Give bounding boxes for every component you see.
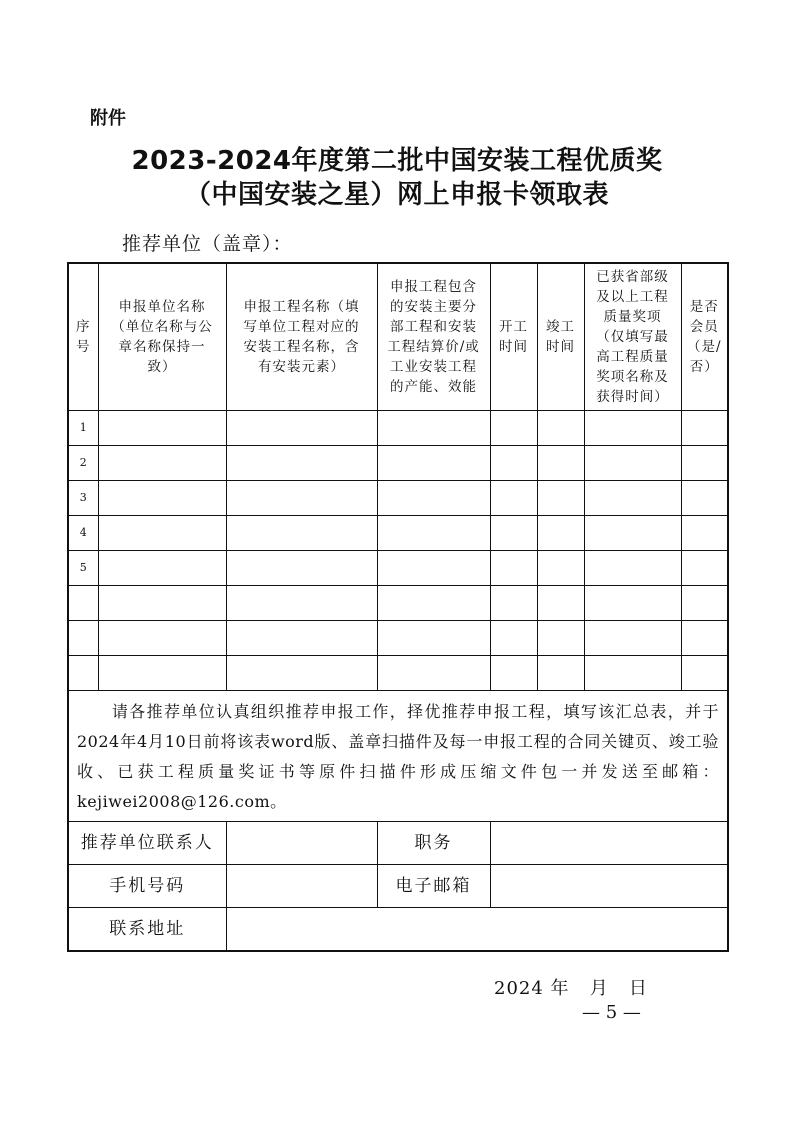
cell-unit-name[interactable]	[98, 516, 226, 551]
cell-unit-name[interactable]	[98, 551, 226, 586]
cell-awards[interactable]	[584, 656, 681, 691]
cell-start-time[interactable]	[490, 551, 537, 586]
cell-member[interactable]	[681, 551, 728, 586]
cell-awards[interactable]	[584, 551, 681, 586]
position-label: 职务	[377, 822, 490, 865]
cell-completion-time[interactable]	[537, 446, 584, 481]
cell-member[interactable]	[681, 656, 728, 691]
cell-completion-time[interactable]	[537, 516, 584, 551]
header-project-name: 申报工程名称（填写单位工程对应的安装工程名称，含有安装元素）	[226, 263, 377, 411]
table-row	[68, 656, 728, 691]
header-completion-time: 竣工时间	[537, 263, 584, 411]
note-row	[68, 691, 728, 822]
cell-awards[interactable]	[584, 586, 681, 621]
table-row	[68, 481, 728, 516]
row-number: 1	[68, 411, 98, 446]
row-number: 3	[68, 481, 98, 516]
cell-awards[interactable]	[584, 411, 681, 446]
cell-project-name[interactable]	[226, 411, 377, 446]
cell-awards[interactable]	[584, 516, 681, 551]
cell-sub-projects[interactable]	[377, 586, 490, 621]
cell-completion-time[interactable]	[537, 586, 584, 621]
phone-value[interactable]	[226, 865, 377, 908]
email-value[interactable]	[490, 865, 728, 908]
contact-row	[68, 822, 728, 865]
page-number: — 5 —	[582, 1002, 641, 1023]
position-value[interactable]	[490, 822, 728, 865]
cell-sub-projects[interactable]	[377, 516, 490, 551]
cell-completion-time[interactable]	[537, 621, 584, 656]
cell-completion-time[interactable]	[537, 411, 584, 446]
cell-unit-name[interactable]	[98, 446, 226, 481]
cell-member[interactable]	[681, 411, 728, 446]
table-row	[68, 411, 728, 446]
page-title-line2: （中国安装之星）网上申报卡领取表	[184, 180, 609, 210]
cell-project-name[interactable]	[226, 481, 377, 516]
address-value[interactable]	[226, 908, 728, 952]
cell-member[interactable]	[681, 586, 728, 621]
contact-value[interactable]	[226, 822, 377, 865]
cell-awards[interactable]	[584, 481, 681, 516]
cell-start-time[interactable]	[490, 586, 537, 621]
cell-member[interactable]	[681, 621, 728, 656]
cell-project-name[interactable]	[226, 656, 377, 691]
cell-project-name[interactable]	[226, 551, 377, 586]
cell-sub-projects[interactable]	[377, 481, 490, 516]
cell-unit-name[interactable]	[98, 656, 226, 691]
cell-start-time[interactable]	[490, 621, 537, 656]
email-label: 电子邮箱	[377, 865, 490, 908]
phone-row	[68, 865, 728, 908]
cell-completion-time[interactable]	[537, 656, 584, 691]
table-row	[68, 551, 728, 586]
row-number	[68, 621, 98, 656]
cell-member[interactable]	[681, 446, 728, 481]
cell-project-name[interactable]	[226, 516, 377, 551]
header-unit-name: 申报单位名称（单位名称与公章名称保持一致）	[98, 263, 226, 411]
row-number: 2	[68, 446, 98, 481]
attachment-label: 附件	[90, 108, 126, 129]
cell-completion-time[interactable]	[537, 481, 584, 516]
cell-member[interactable]	[681, 516, 728, 551]
address-label: 联系地址	[68, 908, 226, 952]
cell-member[interactable]	[681, 481, 728, 516]
cell-unit-name[interactable]	[98, 411, 226, 446]
table-header-row	[68, 263, 728, 411]
note-cell	[68, 691, 728, 822]
date-line: 2024 年 月 日	[494, 978, 648, 999]
row-number	[68, 586, 98, 621]
cell-start-time[interactable]	[490, 411, 537, 446]
cell-sub-projects[interactable]	[377, 446, 490, 481]
row-number: 4	[68, 516, 98, 551]
row-number: 5	[68, 551, 98, 586]
cell-completion-time[interactable]	[537, 551, 584, 586]
header-start-time: 开工时间	[490, 263, 537, 411]
application-table	[67, 262, 729, 952]
cell-project-name[interactable]	[226, 621, 377, 656]
cell-awards[interactable]	[584, 446, 681, 481]
cell-awards[interactable]	[584, 621, 681, 656]
header-awards: 已获省部级及以上工程质量奖项（仅填写最高工程质量奖项名称及获得时间）	[584, 263, 681, 411]
cell-sub-projects[interactable]	[377, 621, 490, 656]
cell-unit-name[interactable]	[98, 586, 226, 621]
row-number	[68, 656, 98, 691]
contact-label: 推荐单位联系人	[68, 822, 226, 865]
cell-sub-projects[interactable]	[377, 411, 490, 446]
recommender-label: 推荐单位（盖章）：	[122, 233, 293, 255]
page-title-line1: 2023-2024年度第二批中国安装工程优质奖	[131, 146, 663, 176]
table-row	[68, 516, 728, 551]
cell-start-time[interactable]	[490, 516, 537, 551]
phone-label: 手机号码	[68, 865, 226, 908]
cell-project-name[interactable]	[226, 586, 377, 621]
cell-sub-projects[interactable]	[377, 551, 490, 586]
cell-start-time[interactable]	[490, 446, 537, 481]
header-member: 是否会员（是/否）	[681, 263, 728, 411]
table-row	[68, 621, 728, 656]
header-serial: 序号	[68, 263, 98, 411]
header-sub-projects: 申报工程包含的安装主要分部工程和安装工程结算价/或工业安装工程的产能、效能	[377, 263, 490, 411]
note-text: 请各推荐单位认真组织推荐申报工作，择优推荐申报工程，填写该汇总表，并于2024年4月10日前将该表word版、盖章扫描件及每一申报工程的合同关键页、竣工验收、已获工程质量奖证书等原件扫描件形成压缩文件包一并发送至邮箱：kejiwei2008@126.com。	[77, 702, 719, 811]
cell-start-time[interactable]	[490, 481, 537, 516]
cell-project-name[interactable]	[226, 446, 377, 481]
cell-unit-name[interactable]	[98, 621, 226, 656]
address-row	[68, 908, 728, 952]
table-row	[68, 446, 728, 481]
cell-sub-projects[interactable]	[377, 656, 490, 691]
cell-start-time[interactable]	[490, 656, 537, 691]
cell-unit-name[interactable]	[98, 481, 226, 516]
table-row	[68, 586, 728, 621]
